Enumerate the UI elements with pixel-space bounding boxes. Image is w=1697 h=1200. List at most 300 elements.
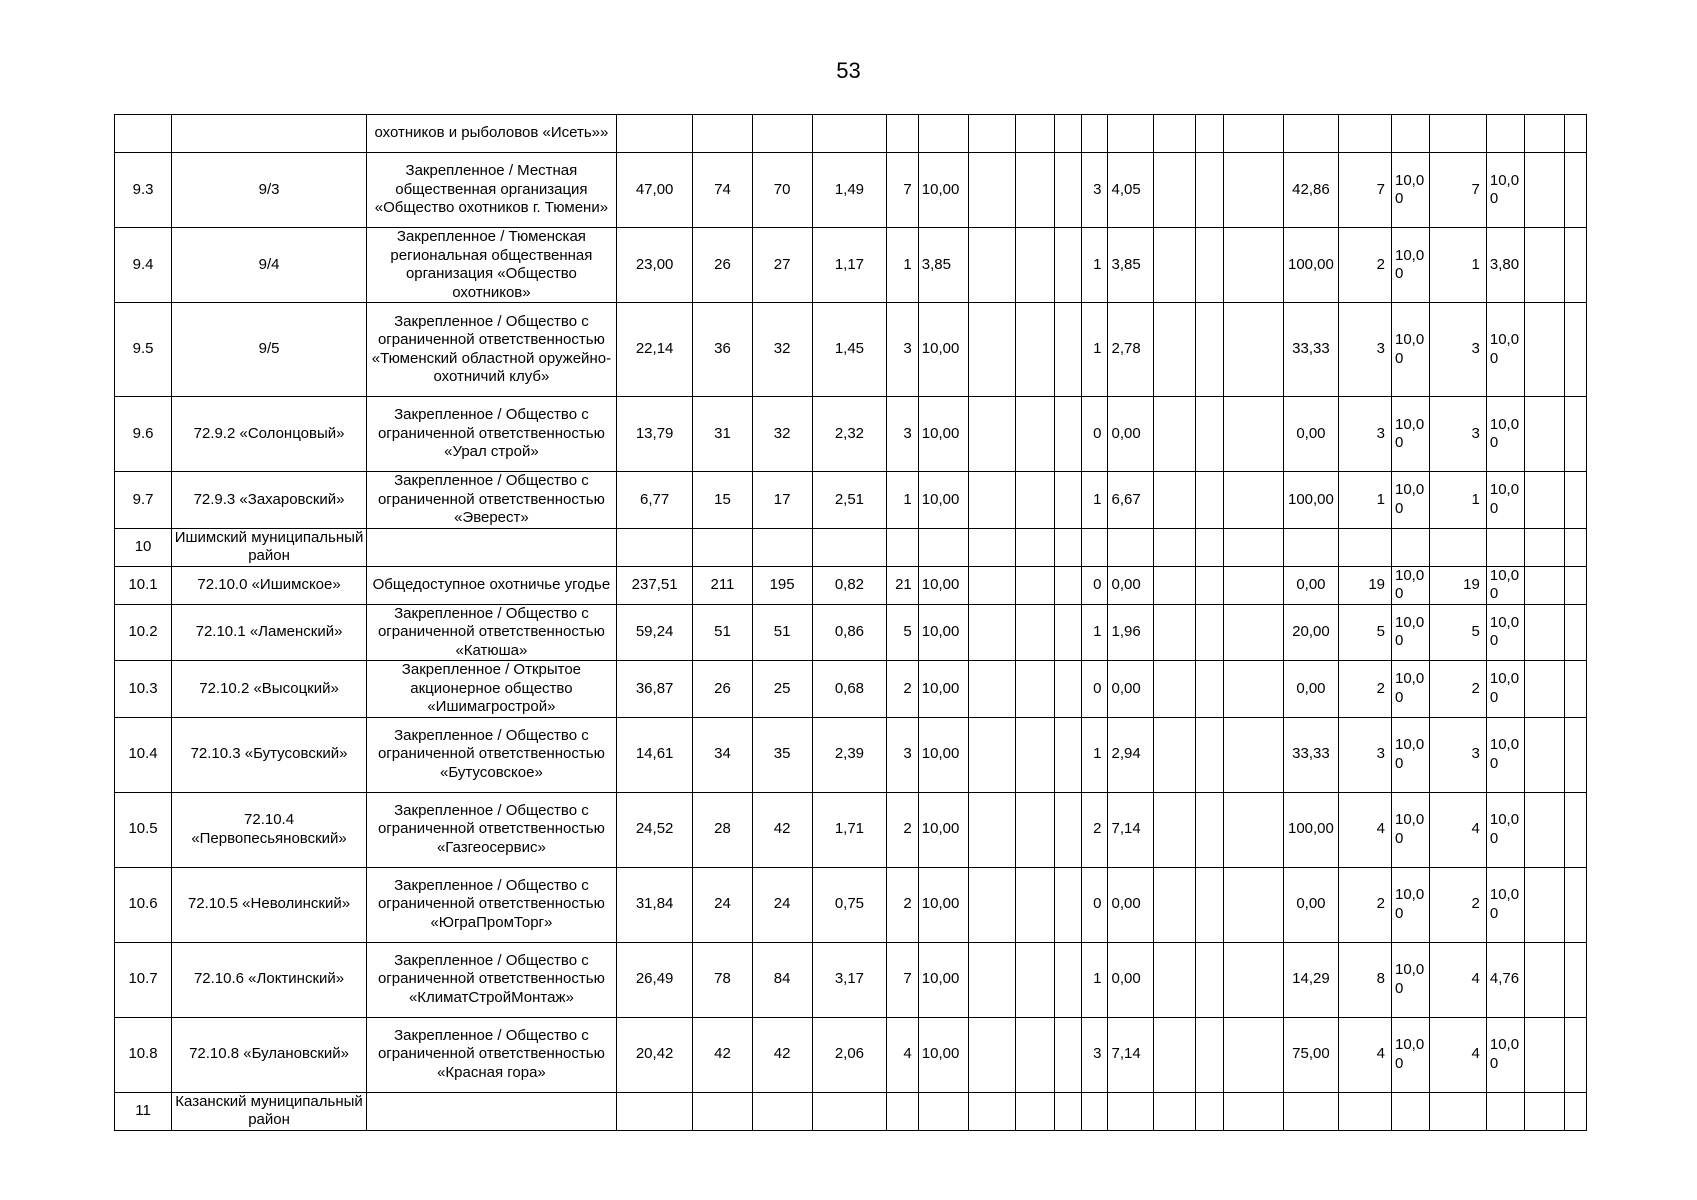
value-cell: 3,80 [1486, 228, 1524, 303]
value-cell: 7 [887, 942, 919, 1017]
value-cell [1223, 472, 1283, 529]
value-cell [1283, 1092, 1338, 1130]
value-cell [968, 792, 1015, 867]
value-cell [1223, 867, 1283, 942]
value-cell: 1 [887, 472, 919, 529]
table-row [115, 604, 1587, 661]
value-cell: 3 [1081, 1017, 1108, 1092]
value-cell [1565, 1092, 1587, 1130]
value-cell [1524, 228, 1565, 303]
value-cell: 0 [1081, 566, 1108, 604]
value-cell: 10,00 [1392, 153, 1430, 228]
ground-type-owner-cell: Закрепленное / Общество с ограниченной ответственностью «Катюша» [366, 604, 616, 661]
value-cell: 4,76 [1486, 942, 1524, 1017]
value-cell [1196, 303, 1224, 397]
value-cell: 3,17 [812, 942, 886, 1017]
value-cell: 2 [1338, 661, 1391, 718]
hunting-ground-name-cell: 72.10.2 «Высоцкий» [172, 661, 367, 718]
value-cell: 10,00 [1392, 472, 1430, 529]
value-cell: 33,33 [1283, 717, 1338, 792]
row-number-cell: 10.1 [115, 566, 172, 604]
value-cell: 59,24 [616, 604, 693, 661]
value-cell [1154, 792, 1196, 867]
value-cell: 4 [1429, 1017, 1486, 1092]
value-cell [1154, 303, 1196, 397]
value-cell: 6,67 [1108, 472, 1154, 529]
value-cell [968, 717, 1015, 792]
value-cell [752, 1092, 812, 1130]
value-cell: 1,45 [812, 303, 886, 397]
value-cell: 0,00 [1108, 397, 1154, 472]
value-cell [1223, 661, 1283, 718]
value-cell: 35 [752, 717, 812, 792]
value-cell: 0,68 [812, 661, 886, 718]
value-cell: 2 [1429, 867, 1486, 942]
value-cell [1223, 942, 1283, 1017]
value-cell [1196, 717, 1224, 792]
value-cell: 0,00 [1283, 661, 1338, 718]
value-cell: 10,00 [1486, 867, 1524, 942]
value-cell [1055, 942, 1082, 1017]
table-row [115, 1092, 1587, 1130]
value-cell: 2,32 [812, 397, 886, 472]
value-cell: 3,85 [918, 228, 968, 303]
value-cell [1223, 153, 1283, 228]
value-cell [1196, 566, 1224, 604]
value-cell: 7,14 [1108, 1017, 1154, 1092]
ground-type-owner-cell: Закрепленное / Общество с ограниченной ответственностью «Урал строй» [366, 397, 616, 472]
ground-type-owner-cell: Закрепленное / Общество с ограниченной ответственностью «Тюменский областной оружейно-охотничий клуб» [366, 303, 616, 397]
value-cell [1223, 604, 1283, 661]
value-cell [1154, 1017, 1196, 1092]
value-cell [1223, 717, 1283, 792]
value-cell [1565, 792, 1587, 867]
value-cell [1196, 115, 1224, 153]
value-cell: 42 [752, 792, 812, 867]
value-cell: 10,00 [1392, 792, 1430, 867]
value-cell [1524, 661, 1565, 718]
value-cell [1055, 566, 1082, 604]
value-cell [1429, 115, 1486, 153]
value-cell [1196, 942, 1224, 1017]
value-cell [1108, 115, 1154, 153]
value-cell: 2 [887, 661, 919, 718]
table-row [115, 566, 1587, 604]
value-cell: 4 [1338, 1017, 1391, 1092]
value-cell [1015, 867, 1055, 942]
value-cell: 6,77 [616, 472, 693, 529]
value-cell: 0 [1081, 867, 1108, 942]
table-row [115, 1017, 1587, 1092]
value-cell [968, 1092, 1015, 1130]
value-cell [1015, 717, 1055, 792]
row-number-cell: 10.5 [115, 792, 172, 867]
value-cell: 22,14 [616, 303, 693, 397]
value-cell: 10,00 [1392, 303, 1430, 397]
value-cell: 32 [752, 397, 812, 472]
value-cell: 20,42 [616, 1017, 693, 1092]
value-cell [1196, 472, 1224, 529]
hunting-ground-name-cell: Казанский муниципальный район [172, 1092, 367, 1130]
ground-type-owner-cell [366, 1092, 616, 1130]
value-cell [1015, 1017, 1055, 1092]
row-number-cell: 9.4 [115, 228, 172, 303]
ground-type-owner-cell: Закрепленное / Тюменская региональная общественная организация «Общество охотников» [366, 228, 616, 303]
ground-type-owner-cell: Закрепленное / Общество с ограниченной ответственностью «Бутусовское» [366, 717, 616, 792]
value-cell: 14,61 [616, 717, 693, 792]
value-cell [968, 303, 1015, 397]
value-cell: 4 [1429, 792, 1486, 867]
value-cell [1223, 303, 1283, 397]
value-cell [968, 153, 1015, 228]
value-cell: 74 [693, 153, 752, 228]
value-cell [1524, 717, 1565, 792]
value-cell: 3,85 [1108, 228, 1154, 303]
value-cell [968, 472, 1015, 529]
table-row [115, 661, 1587, 718]
value-cell: 26 [693, 228, 752, 303]
value-cell: 0,82 [812, 566, 886, 604]
value-cell [1565, 942, 1587, 1017]
row-number-cell: 9.5 [115, 303, 172, 397]
value-cell [968, 1017, 1015, 1092]
value-cell: 34 [693, 717, 752, 792]
value-cell [1055, 115, 1082, 153]
value-cell: 75,00 [1283, 1017, 1338, 1092]
value-cell [1015, 115, 1055, 153]
value-cell: 2,94 [1108, 717, 1154, 792]
value-cell: 2 [1429, 661, 1486, 718]
value-cell: 36,87 [616, 661, 693, 718]
value-cell: 100,00 [1283, 472, 1338, 529]
value-cell [1108, 1092, 1154, 1130]
value-cell [693, 528, 752, 566]
value-cell [1283, 528, 1338, 566]
value-cell [1015, 153, 1055, 228]
value-cell: 0,00 [1283, 867, 1338, 942]
value-cell [918, 115, 968, 153]
value-cell [1154, 153, 1196, 228]
value-cell: 195 [752, 566, 812, 604]
value-cell: 24,52 [616, 792, 693, 867]
value-cell [1196, 604, 1224, 661]
value-cell [1565, 566, 1587, 604]
value-cell [1154, 661, 1196, 718]
value-cell [812, 115, 886, 153]
value-cell [1154, 867, 1196, 942]
value-cell: 2 [1338, 228, 1391, 303]
value-cell: 1 [1081, 942, 1108, 1017]
value-cell [968, 867, 1015, 942]
value-cell [1196, 228, 1224, 303]
value-cell: 1 [1338, 472, 1391, 529]
value-cell: 19 [1429, 566, 1486, 604]
value-cell [1223, 1092, 1283, 1130]
value-cell [1565, 397, 1587, 472]
value-cell: 5 [1338, 604, 1391, 661]
ground-type-owner-cell: Закрепленное / Общество с ограниченной ответственностью «Красная гора» [366, 1017, 616, 1092]
value-cell: 28 [693, 792, 752, 867]
table-row [115, 792, 1587, 867]
value-cell: 10,00 [1392, 566, 1430, 604]
value-cell: 10,00 [1486, 1017, 1524, 1092]
hunting-ground-name-cell [172, 115, 367, 153]
table-row [115, 153, 1587, 228]
value-cell [812, 528, 886, 566]
table-row [115, 115, 1587, 153]
value-cell: 10,00 [918, 942, 968, 1017]
value-cell [1524, 867, 1565, 942]
value-cell [1565, 867, 1587, 942]
row-number-cell: 9.3 [115, 153, 172, 228]
value-cell [1154, 717, 1196, 792]
value-cell [1392, 528, 1430, 566]
value-cell [1524, 303, 1565, 397]
value-cell [1565, 604, 1587, 661]
value-cell: 4,05 [1108, 153, 1154, 228]
value-cell [1081, 115, 1108, 153]
value-cell [1565, 303, 1587, 397]
value-cell [1565, 528, 1587, 566]
value-cell: 4 [887, 1017, 919, 1092]
value-cell [616, 528, 693, 566]
value-cell: 0,00 [1108, 942, 1154, 1017]
value-cell [1015, 228, 1055, 303]
hunting-ground-name-cell: Ишимский муниципальный район [172, 528, 367, 566]
value-cell: 24 [752, 867, 812, 942]
value-cell [1565, 661, 1587, 718]
value-cell: 20,00 [1283, 604, 1338, 661]
value-cell: 10,00 [1392, 867, 1430, 942]
value-cell [1015, 528, 1055, 566]
value-cell: 211 [693, 566, 752, 604]
value-cell [1223, 1017, 1283, 1092]
value-cell: 10,00 [918, 153, 968, 228]
value-cell [1223, 397, 1283, 472]
value-cell: 1,71 [812, 792, 886, 867]
value-cell: 7,14 [1108, 792, 1154, 867]
hunting-ground-name-cell: 72.10.0 «Ишимское» [172, 566, 367, 604]
value-cell [1108, 528, 1154, 566]
value-cell: 26 [693, 661, 752, 718]
value-cell: 14,29 [1283, 942, 1338, 1017]
value-cell: 3 [887, 303, 919, 397]
value-cell: 84 [752, 942, 812, 1017]
value-cell: 5 [887, 604, 919, 661]
value-cell: 10,00 [918, 566, 968, 604]
value-cell [1223, 528, 1283, 566]
value-cell: 51 [693, 604, 752, 661]
value-cell: 32 [752, 303, 812, 397]
value-cell [1524, 604, 1565, 661]
value-cell [1055, 528, 1082, 566]
value-cell [1524, 115, 1565, 153]
value-cell [1223, 792, 1283, 867]
value-cell [1338, 1092, 1391, 1130]
value-cell: 7 [1429, 153, 1486, 228]
value-cell: 10,00 [1392, 717, 1430, 792]
value-cell [1338, 115, 1391, 153]
value-cell [1196, 528, 1224, 566]
value-cell [1196, 1017, 1224, 1092]
value-cell: 1,49 [812, 153, 886, 228]
value-cell [1055, 604, 1082, 661]
row-number-cell: 10.3 [115, 661, 172, 718]
ground-type-owner-cell: Общедоступное охотничье угодье [366, 566, 616, 604]
value-cell: 4 [1338, 792, 1391, 867]
value-cell: 3 [1429, 303, 1486, 397]
hunting-ground-name-cell: 9/4 [172, 228, 367, 303]
value-cell [1283, 115, 1338, 153]
value-cell [1524, 792, 1565, 867]
ground-type-owner-cell: Закрепленное / Общество с ограниченной ответственностью «КлиматСтройМонтаж» [366, 942, 616, 1017]
value-cell: 2 [887, 867, 919, 942]
value-cell: 10,00 [918, 604, 968, 661]
value-cell [887, 115, 919, 153]
value-cell: 24 [693, 867, 752, 942]
value-cell: 10,00 [1486, 153, 1524, 228]
value-cell [1338, 528, 1391, 566]
value-cell [1392, 1092, 1430, 1130]
value-cell [1055, 472, 1082, 529]
value-cell: 10,00 [1392, 604, 1430, 661]
value-cell [1055, 867, 1082, 942]
value-cell: 47,00 [616, 153, 693, 228]
ground-type-owner-cell: Закрепленное / Местная общественная организация «Общество охотников г. Тюмени» [366, 153, 616, 228]
value-cell: 2 [1338, 867, 1391, 942]
row-number-cell [115, 115, 172, 153]
value-cell: 10,00 [1392, 228, 1430, 303]
value-cell: 10,00 [1392, 661, 1430, 718]
row-number-cell: 9.7 [115, 472, 172, 529]
value-cell: 7 [887, 153, 919, 228]
ground-type-owner-cell: Закрепленное / Общество с ограниченной ответственностью «Эверест» [366, 472, 616, 529]
value-cell: 4 [1429, 942, 1486, 1017]
value-cell [1565, 228, 1587, 303]
value-cell: 2,06 [812, 1017, 886, 1092]
value-cell [1154, 472, 1196, 529]
value-cell [1223, 115, 1283, 153]
table-row [115, 228, 1587, 303]
value-cell [1015, 397, 1055, 472]
value-cell [1055, 717, 1082, 792]
value-cell [1196, 867, 1224, 942]
value-cell [1429, 528, 1486, 566]
ground-type-owner-cell [366, 528, 616, 566]
value-cell: 3 [1338, 303, 1391, 397]
row-number-cell: 10.2 [115, 604, 172, 661]
value-cell [1015, 942, 1055, 1017]
value-cell: 10,00 [918, 717, 968, 792]
value-cell [1486, 1092, 1524, 1130]
value-cell [1565, 1017, 1587, 1092]
value-cell: 10,00 [1486, 397, 1524, 472]
value-cell [1055, 397, 1082, 472]
value-cell: 0,00 [1108, 566, 1154, 604]
value-cell [968, 528, 1015, 566]
value-cell: 2 [887, 792, 919, 867]
value-cell [887, 1092, 919, 1130]
hunting-ground-name-cell: 72.10.6 «Локтинский» [172, 942, 367, 1017]
value-cell [968, 604, 1015, 661]
value-cell: 42,86 [1283, 153, 1338, 228]
value-cell [1486, 528, 1524, 566]
value-cell: 3 [887, 397, 919, 472]
ground-type-owner-cell: охотников и рыболовов «Исеть»» [366, 115, 616, 153]
value-cell: 3 [1338, 717, 1391, 792]
value-cell: 31 [693, 397, 752, 472]
value-cell: 10,00 [918, 472, 968, 529]
hunting-ground-name-cell: 72.10.8 «Булановский» [172, 1017, 367, 1092]
value-cell: 27 [752, 228, 812, 303]
value-cell: 100,00 [1283, 228, 1338, 303]
value-cell: 36 [693, 303, 752, 397]
value-cell: 5 [1429, 604, 1486, 661]
hunting-ground-name-cell: 9/3 [172, 153, 367, 228]
value-cell: 0,86 [812, 604, 886, 661]
value-cell [1524, 566, 1565, 604]
value-cell [752, 528, 812, 566]
value-cell [1196, 792, 1224, 867]
hunting-ground-name-cell: 72.9.3 «Захаровский» [172, 472, 367, 529]
value-cell: 1,96 [1108, 604, 1154, 661]
value-cell [1196, 153, 1224, 228]
value-cell [1524, 528, 1565, 566]
row-number-cell: 9.6 [115, 397, 172, 472]
value-cell [1565, 115, 1587, 153]
value-cell [1154, 397, 1196, 472]
value-cell [1015, 303, 1055, 397]
row-number-cell: 10.7 [115, 942, 172, 1017]
hunting-grounds-table [114, 114, 1587, 1131]
value-cell [1524, 397, 1565, 472]
value-cell: 237,51 [616, 566, 693, 604]
value-cell [1154, 942, 1196, 1017]
hunting-ground-name-cell: 72.10.3 «Бутусовский» [172, 717, 367, 792]
value-cell: 1 [1081, 472, 1108, 529]
hunting-ground-name-cell: 72.10.1 «Ламенский» [172, 604, 367, 661]
row-number-cell: 10.8 [115, 1017, 172, 1092]
value-cell: 10,00 [918, 1017, 968, 1092]
value-cell [1486, 115, 1524, 153]
value-cell [968, 942, 1015, 1017]
value-cell: 10,00 [1486, 604, 1524, 661]
value-cell: 7 [1338, 153, 1391, 228]
value-cell: 1 [1081, 717, 1108, 792]
value-cell: 0,00 [1283, 566, 1338, 604]
value-cell: 1 [1081, 303, 1108, 397]
value-cell [1565, 472, 1587, 529]
value-cell: 10,00 [1486, 717, 1524, 792]
value-cell [1154, 1092, 1196, 1130]
value-cell: 2,78 [1108, 303, 1154, 397]
value-cell: 33,33 [1283, 303, 1338, 397]
value-cell [1154, 115, 1196, 153]
ground-type-owner-cell: Закрепленное / Общество с ограниченной ответственностью «ЮграПромТорг» [366, 867, 616, 942]
value-cell: 0,00 [1108, 867, 1154, 942]
value-cell: 10,00 [1392, 397, 1430, 472]
value-cell: 10,00 [1486, 472, 1524, 529]
value-cell: 10,00 [918, 303, 968, 397]
value-cell [616, 115, 693, 153]
value-cell [968, 115, 1015, 153]
value-cell [1429, 1092, 1486, 1130]
hunting-ground-name-cell: 72.10.4 «Первопесьяновский» [172, 792, 367, 867]
value-cell: 3 [1429, 717, 1486, 792]
value-cell: 0,00 [1283, 397, 1338, 472]
value-cell: 23,00 [616, 228, 693, 303]
value-cell [1565, 153, 1587, 228]
